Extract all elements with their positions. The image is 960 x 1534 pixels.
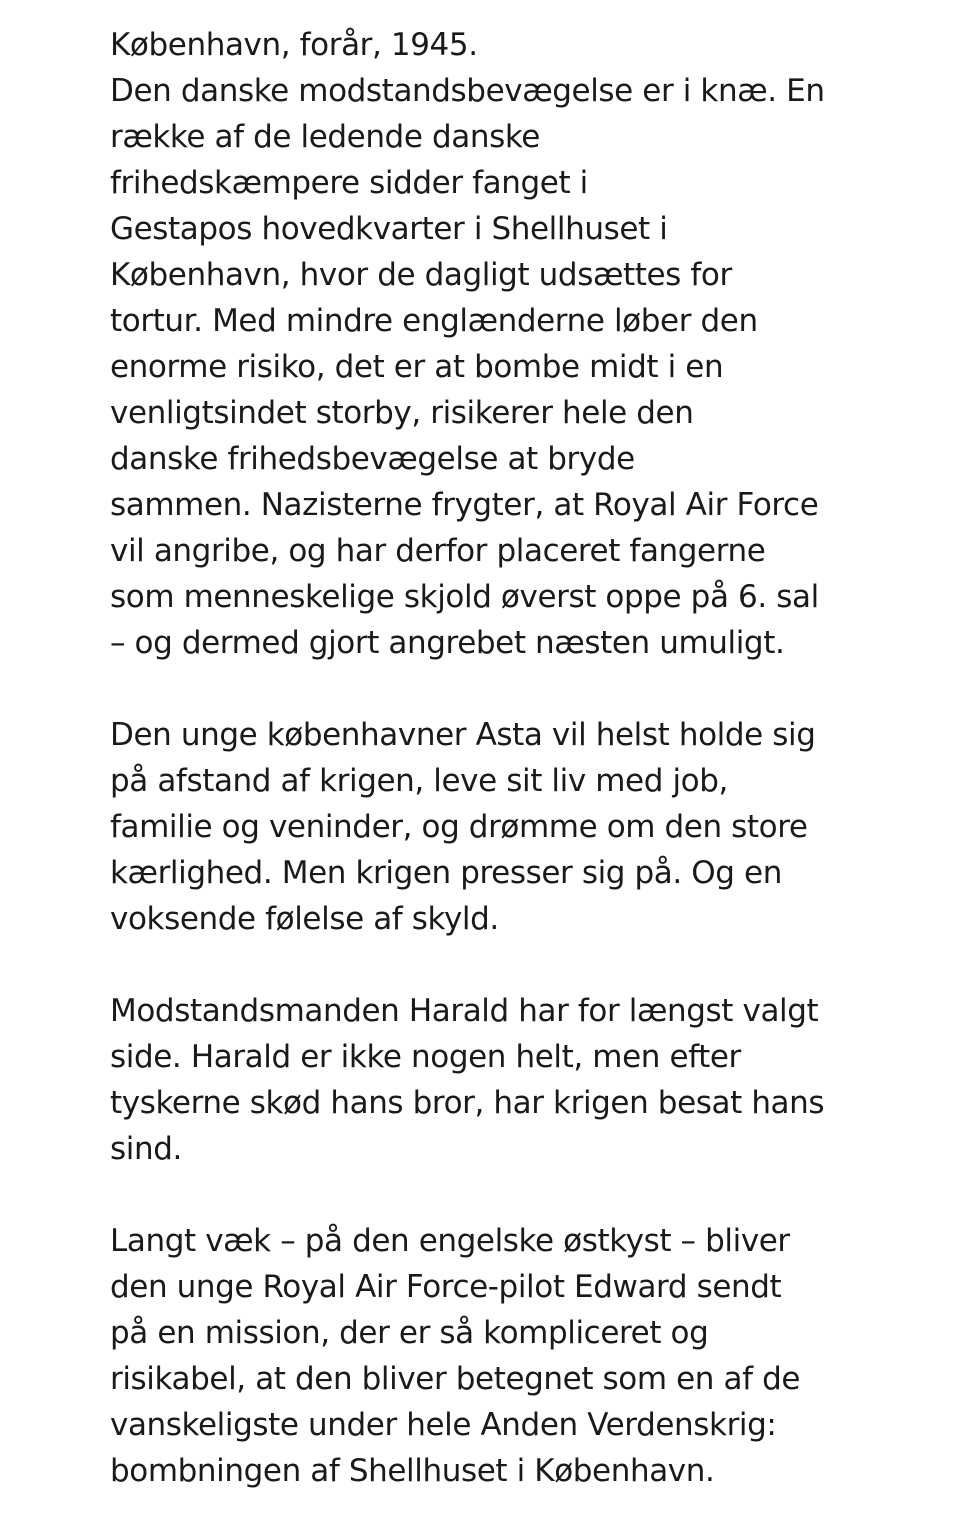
paragraph-asta — [110, 712, 900, 942]
text-line: risikabel, at den bliver betegnet som en af de — [110, 1361, 801, 1397]
text-line: kærlighed. Men krigen presser sig på. Og en — [110, 855, 782, 891]
text-line: den unge Royal Air Force-pilot Edward sendt — [110, 1269, 782, 1305]
text-line: Den unge københavner Asta vil helst holde sig — [110, 717, 816, 753]
text-line: København, hvor de dagligt udsættes for — [110, 257, 732, 293]
paragraph-gap — [110, 942, 900, 988]
text-line: frihedskæmpere sidder fanget i — [110, 165, 588, 201]
text-line: tyskerne skød hans bror, har krigen besat hans — [110, 1085, 825, 1121]
text-line: Den danske modstandsbevægelse er i knæ. En — [110, 73, 825, 109]
text-line: voksende følelse af skyld. — [110, 901, 499, 937]
text-line: bombningen af Shellhuset i København. — [110, 1453, 715, 1489]
text-line: danske frihedsbevægelse at bryde — [110, 441, 635, 477]
text-line: række af de ledende danske — [110, 119, 540, 155]
text-line: Langt væk – på den engelske østkyst – bliver — [110, 1223, 790, 1259]
paragraph-harald — [110, 988, 900, 1172]
text-line: vanskeligste under hele Anden Verdenskrig: — [110, 1407, 777, 1443]
text-line: venligtsindet storby, risikerer hele den — [110, 395, 694, 431]
text-line: Gestapos hovedkvarter i Shellhuset i — [110, 211, 668, 247]
text-line: – og dermed gjort angrebet næsten umuligt. — [110, 625, 785, 661]
text-line: side. Harald er ikke nogen helt, men efter — [110, 1039, 741, 1075]
paragraph-gap — [110, 1172, 900, 1218]
document-body — [110, 22, 900, 1494]
text-line: enorme risiko, det er at bombe midt i en — [110, 349, 724, 385]
text-line: som menneskelige skjold øverst oppe på 6. sal — [110, 579, 819, 615]
text-line: familie og veninder, og drømme om den store — [110, 809, 808, 845]
text-line: på afstand af krigen, leve sit liv med job, — [110, 763, 728, 799]
text-line: på en mission, der er så kompliceret og — [110, 1315, 709, 1351]
text-line: Modstandsmanden Harald har for længst valgt — [110, 993, 819, 1029]
text-line: sind. — [110, 1131, 182, 1167]
text-line: København, forår, 1945. — [110, 27, 478, 63]
text-line: tortur. Med mindre englænderne løber den — [110, 303, 758, 339]
paragraph-edward — [110, 1218, 900, 1494]
paragraph-gap — [110, 666, 900, 712]
text-line: vil angribe, og har derfor placeret fangerne — [110, 533, 766, 569]
text-line: sammen. Nazisterne frygter, at Royal Air Force — [110, 487, 819, 523]
paragraph-intro — [110, 22, 900, 666]
